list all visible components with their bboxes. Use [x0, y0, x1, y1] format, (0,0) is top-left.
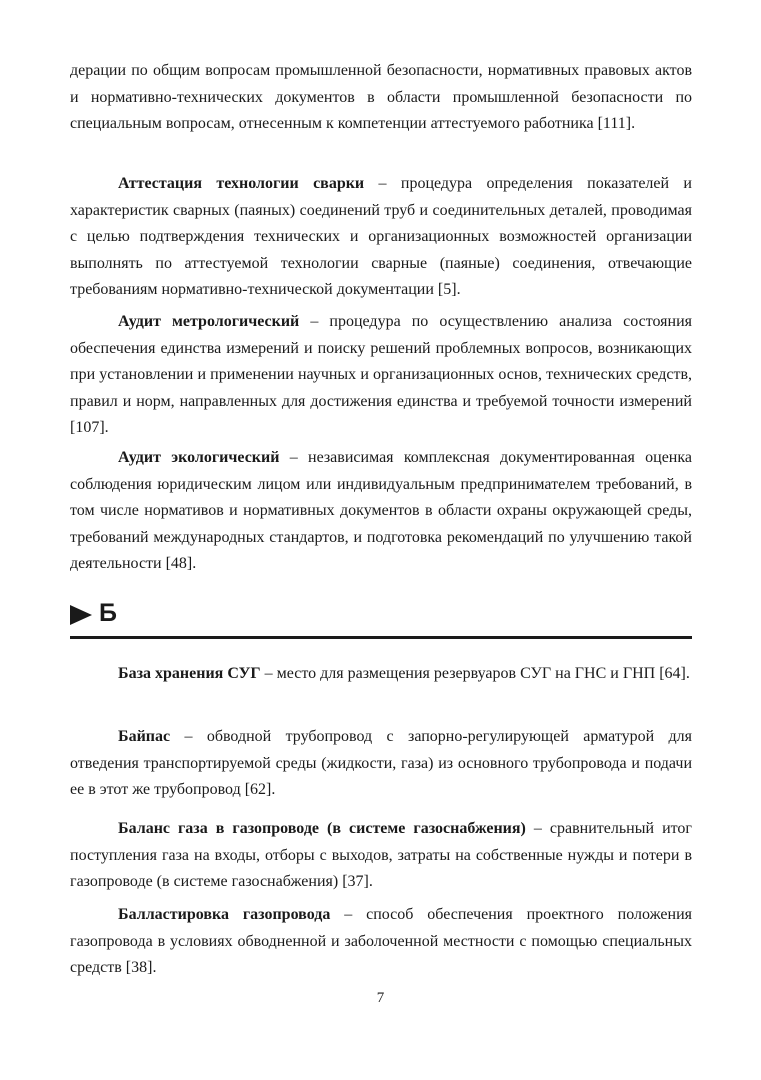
section-header [70, 598, 692, 639]
entry-text: – сравнительный итог поступления газа на входы, отборы с выходов, затраты на собственные нужды и потери в газопроводе (в системе газоснабжения) [37]. [70, 820, 692, 890]
entry-storage-base [70, 661, 692, 688]
entry-text: дерации по общим вопросам промышленной безопасности, нормативных правовых актов и нормативно-технических документов в области промышленной безопасности по специальным вопросам, отнесенным к компетенции аттестуемого работника [111]. [70, 62, 692, 132]
entry-bypass [70, 724, 692, 804]
entry-text: – обводной трубопровод с запорно-регулирующей арматурой для отведения транспортируемой среды (жидкости, газа) из основного трубопровода и подачи ее в этот же трубопровод [62]. [70, 728, 692, 798]
entry-text: – независимая комплексная документированная оценка соблюдения юридическим лицом или индивидуальным предпринимателем требований, в том числе нормативов и нормативных документов в области охраны окружающей среды, требований международных стандартов, и подготовка рекомендаций по улучшению такой деятельности [48]. [70, 449, 692, 572]
section-letter: Б [99, 599, 117, 627]
entry-text: – процедура по осуществлению анализа состояния обеспечения единства измерений и поиску решений проблемных вопросов, возникающих при установлении и применении научных и организационных основ, технических средств, правил и норм, направленных для достижения единства и требуемой точности измерений [107]. [70, 313, 693, 436]
entry-term: Аудит экологический [118, 449, 280, 466]
entry-audit-metrological [70, 309, 692, 442]
entry-term: Байпас [118, 728, 171, 745]
entry-text: – способ обеспечения проектного положения газопровода в условиях обводненной и заболоченной местности с помощью специальных средств [38]. [70, 906, 692, 976]
entry-term: Балластировка газопровода [118, 906, 331, 923]
entry-term: Аудит метрологический [118, 313, 300, 330]
entry-term: Баланс газа в газопроводе (в системе газоснабжения) [118, 820, 526, 837]
entry-ballasting [70, 902, 692, 982]
entry-text: – место для размещения резервуаров СУГ на ГНС и ГНП [64]. [260, 665, 690, 682]
entry-audit-ecological [70, 445, 692, 578]
entry-term: Аттестация технологии сварки [118, 175, 365, 192]
entry-attestation-welding [70, 171, 692, 304]
entry-continuation [70, 58, 692, 138]
entry-text: – процедура определения показателей и характеристик сварных (паяных) соединений труб и соединительных деталей, проводимая с целью подтверждения технических и организационных возможностей организации выполнять по аттестуемой технологии сварные (паяные) соединения, отвечающие требованиям нормативно-технической документации [5]. [70, 175, 692, 298]
section-marker-icon [70, 605, 92, 625]
entry-gas-balance [70, 816, 692, 896]
page-number: 7 [376, 990, 385, 1006]
entry-term: База хранения СУГ [118, 665, 261, 682]
